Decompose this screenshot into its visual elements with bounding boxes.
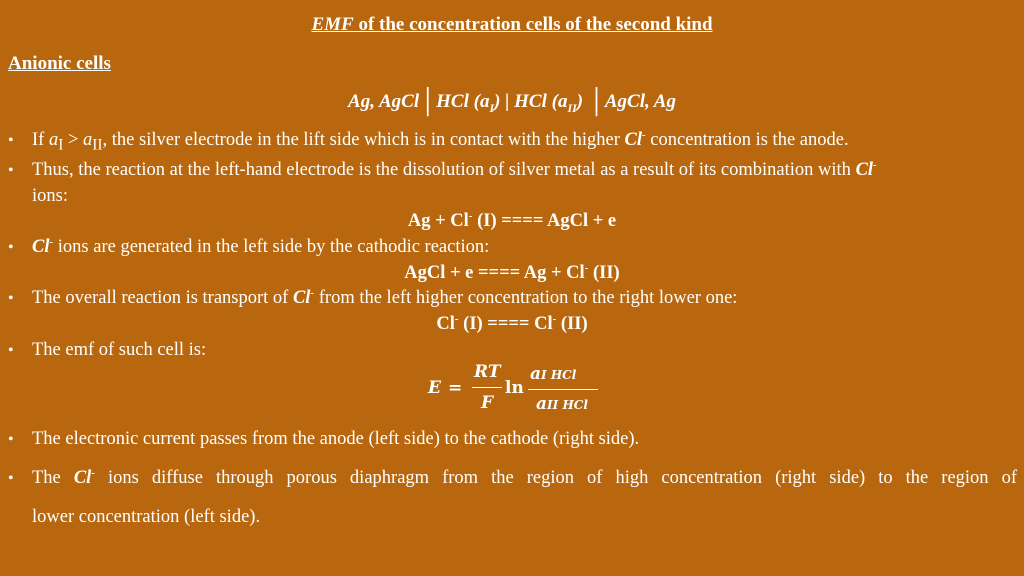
slide-title: EMF of the concentration cells of the second kind <box>311 14 713 35</box>
bullet-diffusion-cont: lower concentration (left side). <box>32 507 261 527</box>
bullet-dissolution: Thus, the reaction at the left-hand electrode is the dissolution of silver metal as a result of its combination with Cl- <box>32 158 877 180</box>
bullet-cathodic: Cl- ions are generated in the left side by the cathodic reaction: <box>32 235 490 257</box>
bullet-overall: The overall reaction is transport of Cl- from the left higher concentration to the right lower one: <box>32 286 738 308</box>
eq-F: F <box>481 393 494 413</box>
bullet-icon: • <box>8 290 14 307</box>
eq-ln: ln <box>505 378 524 398</box>
eq-E: E <box>428 378 441 398</box>
eq-a-denominator: aII HCl <box>536 394 588 414</box>
bullet-diffusion: The Cl- ions diffuse through porous diaphragm from the region of high concentration (right side) to the region of <box>32 466 1017 488</box>
reaction-3: Cl- (I) ==== Cl- (II) <box>436 312 588 334</box>
section-heading: Anionic cells <box>8 53 111 74</box>
reaction-1: Ag + Cl- (I) ==== AgCl + e <box>407 209 617 231</box>
bullet-icon: • <box>8 342 14 359</box>
eq-a-numerator: aI HCl <box>530 364 577 384</box>
eq-fraction-bar <box>528 389 598 390</box>
bullet-icon: • <box>8 162 14 179</box>
eq-fraction-bar <box>472 387 502 388</box>
bullet-electronic-current: The electronic current passes from the anode (left side) to the cathode (right side). <box>32 429 640 449</box>
reaction-2: AgCl + e ==== Ag + Cl- (II) <box>404 261 620 283</box>
bullet-anode-condition: If $a_I > a_{II}$, the silver electrode in the lift side which is in contact with the higher Cl- concentration is the anode. <box>32 128 849 154</box>
bullet-emf: The emf of such cell is: <box>32 340 207 360</box>
cell-notation: Ag, AgCl│HCl $(a_I)$ | HCl $(a_{II})$ │AgCl, Ag <box>348 89 676 115</box>
bullet-icon: • <box>8 470 14 487</box>
bullet-icon: • <box>8 431 14 448</box>
eq-equals: = <box>448 378 463 398</box>
bullet-dissolution-cont: ions: <box>32 186 68 206</box>
bullet-icon: • <box>8 132 14 149</box>
eq-RT: RT <box>474 362 501 382</box>
bullet-icon: • <box>8 239 14 256</box>
